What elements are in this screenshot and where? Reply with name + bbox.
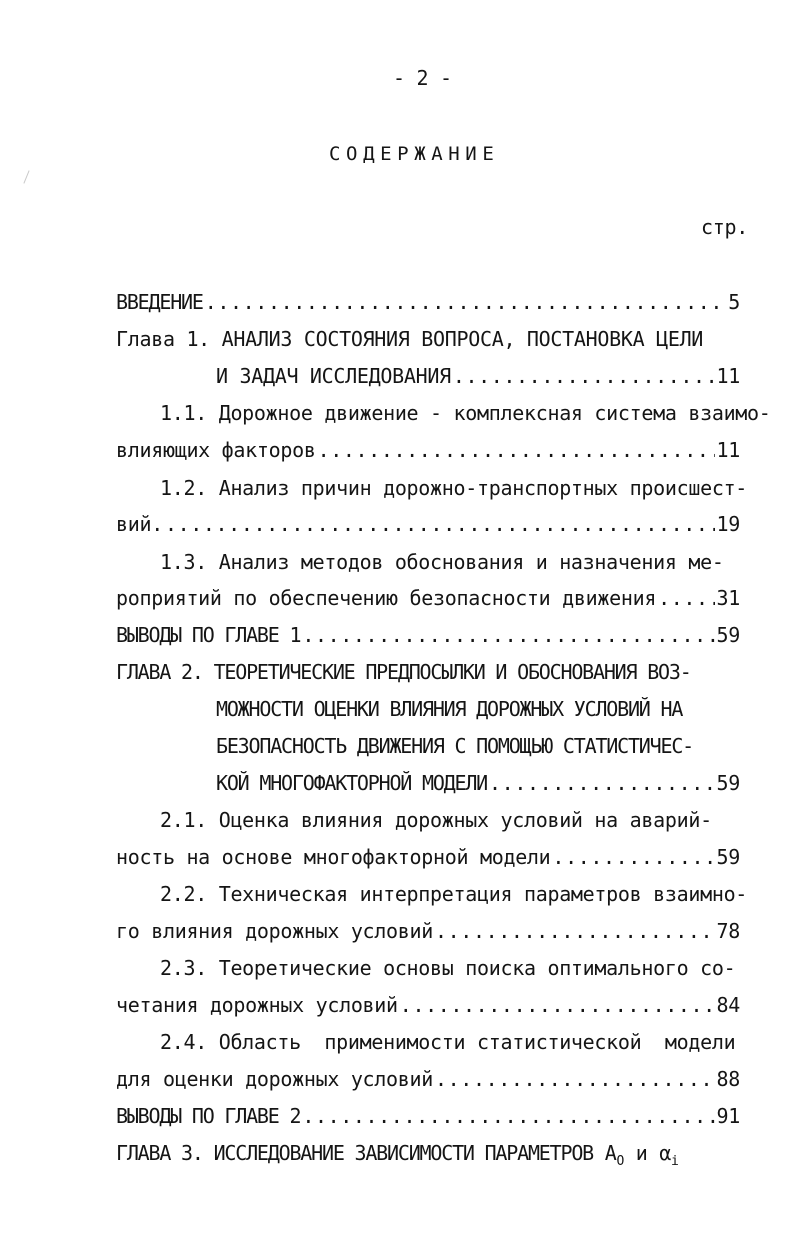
- toc-section-1-1-line-1: 1.1. Дорожное движение - комплексная система взаимо-: [160, 401, 771, 425]
- toc-section-2-1-line-2: [116, 845, 740, 869]
- toc-entry-title: вий.: [116, 512, 163, 536]
- toc-chapter-3-line-1: [116, 1141, 679, 1174]
- toc-entry-page: 59: [716, 771, 740, 795]
- toc-entry-title: го влияния дорожных условий: [116, 919, 434, 943]
- symbol-alpha: α: [659, 1141, 672, 1165]
- toc-entry-title: ВЫВОДЫ ПО ГЛАВЕ 2: [116, 1104, 301, 1128]
- toc-entry-page: 5: [728, 290, 740, 314]
- toc-entry-title: ность на основе многофакторной модели: [116, 845, 551, 869]
- toc-entry-title: для оценки дорожных условий: [116, 1067, 434, 1091]
- toc-section-2-3-line-1: 2.3. Теоретические основы поиска оптимального со-: [160, 956, 736, 980]
- toc-section-2-2-line-1: 2.2. Техническая интерпретация параметров взаимно-: [160, 882, 748, 906]
- toc-entry-page: 91: [716, 1104, 740, 1128]
- toc-section-1-2-line-2: [116, 512, 740, 536]
- toc-section-2-1-line-1: 2.1. Оценка влияния дорожных условий на аварий-: [160, 808, 712, 832]
- toc-section-2-3-line-2: [116, 993, 740, 1017]
- toc-entry-conclusions-2: [116, 1104, 740, 1128]
- toc-leader-dots: [489, 771, 714, 795]
- toc-chapter-2-line-4: [216, 771, 740, 795]
- toc-entry-title: И ЗАДАЧ ИССЛЕДОВАНИЯ: [216, 364, 451, 388]
- page-title: СОДЕРЖАНИЕ: [329, 143, 500, 165]
- toc-entry-page: 11: [716, 438, 740, 462]
- toc-leader-dots: [453, 364, 715, 388]
- toc-chapter-2-line-1: ГЛАВА 2. ТЕОРЕТИЧЕСКИЕ ПРЕДПОСЫЛКИ И ОБОСНОВАНИЯ ВОЗ-: [116, 660, 691, 684]
- toc-leader-dots: [302, 623, 714, 647]
- symbol-a: A: [604, 1141, 617, 1165]
- toc-entry-page: 59: [716, 845, 740, 869]
- toc-entry-title: ВЫВОДЫ ПО ГЛАВЕ 1: [116, 623, 301, 647]
- toc-entry-intro: [116, 290, 740, 314]
- toc-section-2-2-line-2: [116, 919, 740, 943]
- toc-entry-title: роприятий по обеспечению безопасности движения: [116, 586, 657, 610]
- toc-entry-page: 59: [716, 623, 740, 647]
- conjunction: и: [635, 1141, 648, 1165]
- toc-chapter-3-title: ГЛАВА 3. ИССЛЕДОВАНИЕ ЗАВИСИМОСТИ ПАРАМЕТРОВ: [116, 1141, 594, 1165]
- toc-section-1-3-line-1: 1.3. Анализ методов обоснования и назначения ме-: [160, 550, 724, 574]
- toc-entry-page: 88: [716, 1067, 740, 1091]
- toc-entry-title: влияющих факторов: [116, 438, 316, 462]
- toc-entry-title: четания дорожных условий: [116, 993, 398, 1017]
- symbol-alpha-subscript: i: [671, 1154, 679, 1169]
- toc-chapter-2-line-2: МОЖНОСТИ ОЦЕНКИ ВЛИЯНИЯ ДОРОЖНЫХ УСЛОВИЙ НА: [216, 697, 683, 721]
- toc-section-1-1-line-2: [116, 438, 740, 462]
- toc-leader-dots: [552, 845, 714, 869]
- symbol-a-subscript: O: [616, 1154, 625, 1169]
- toc-section-2-4-line-1: 2.4. Область применимости статистической модели: [160, 1030, 736, 1054]
- toc-entry-title: ВВЕДЕНИЕ: [116, 290, 203, 314]
- toc-entry-page: 11: [716, 364, 740, 388]
- page-column-label: стр.: [701, 215, 748, 239]
- toc-section-1-3-line-2: [116, 586, 740, 610]
- stray-scan-mark: [23, 170, 29, 183]
- page-number: - 2 -: [393, 66, 452, 90]
- toc-section-1-2-line-1: 1.2. Анализ причин дорожно-транспортных происшест-: [160, 476, 748, 500]
- toc-leader-dots: [400, 993, 715, 1017]
- toc-section-2-4-line-2: [116, 1067, 740, 1091]
- toc-leader-dots: [435, 919, 715, 943]
- toc-leader-dots: [658, 586, 714, 610]
- toc-chapter-1-line-1: Глава 1. АНАЛИЗ СОСТОЯНИЯ ВОПРОСА, ПОСТАНОВКА ЦЕЛИ: [116, 327, 704, 351]
- toc-leader-dots: [302, 1104, 714, 1128]
- toc-chapter-2-line-3: БЕЗОПАСНОСТЬ ДВИЖЕНИЯ С ПОМОЩЬЮ СТАТИСТИЧЕС-: [216, 734, 694, 758]
- toc-entry-page: 31: [716, 586, 740, 610]
- toc-leader-dots: [205, 290, 727, 314]
- toc-entry-page: 84: [716, 993, 740, 1017]
- toc-leader-dots: [435, 1067, 715, 1091]
- toc-entry-page: 78: [716, 919, 740, 943]
- toc-leader-dots: [165, 512, 715, 536]
- toc-entry-conclusions-1: [116, 623, 740, 647]
- toc-leader-dots: [318, 438, 715, 462]
- toc-entry-page: 19: [716, 512, 740, 536]
- toc-entry-title: КОЙ МНОГОФАКТОРНОЙ МОДЕЛИ: [216, 771, 488, 795]
- toc-chapter-1-line-2: [216, 364, 740, 388]
